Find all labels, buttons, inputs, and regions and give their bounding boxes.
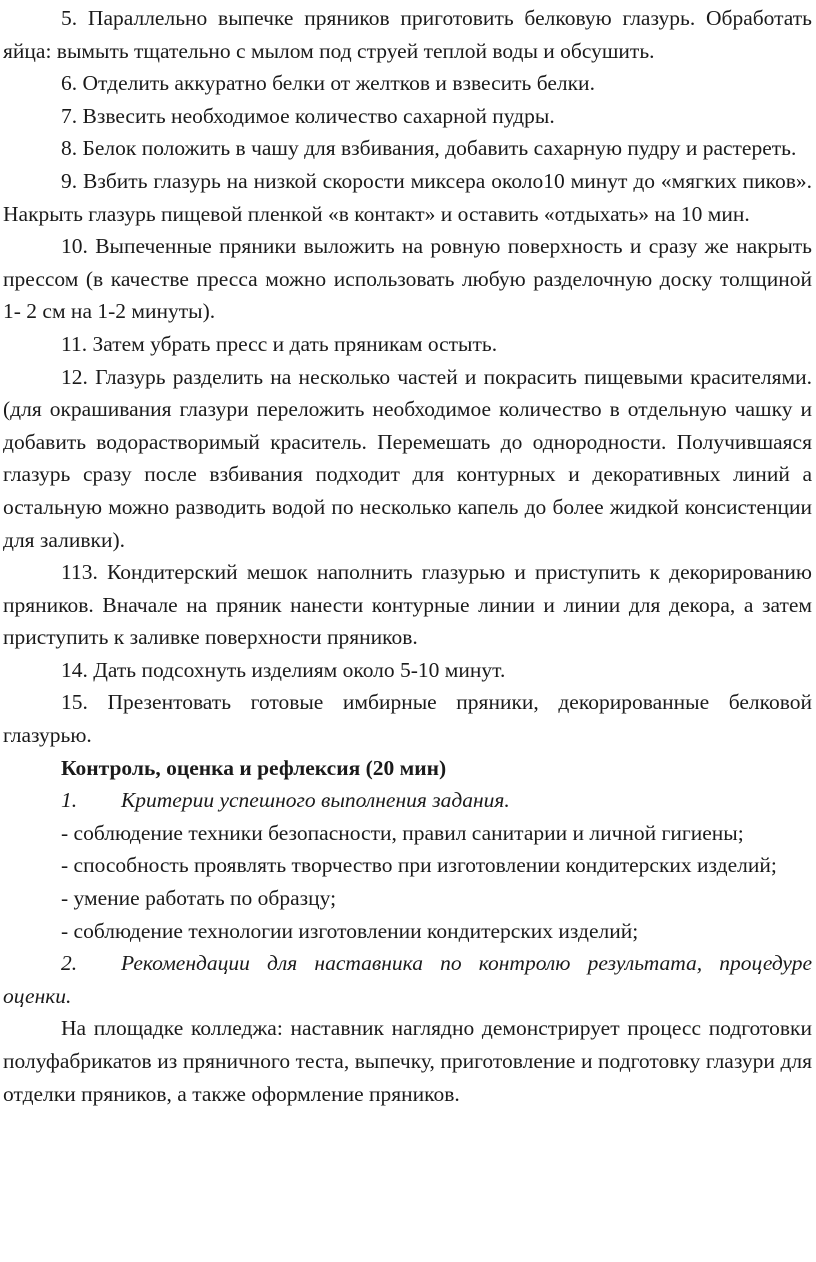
- step-7: 7. Взвесить необходимое количество сахарной пудры.: [61, 103, 555, 128]
- step-10: 10. Выпеченные пряники выложить на ровную поверхность и сразу же накрыть прессом (в качестве пресса можно использовать любую разделочную доску толщиной 1- 2 см на 1-2 минуты).: [3, 234, 812, 324]
- criteria-item-sample: - умение работать по образцу;: [61, 886, 337, 911]
- criteria-item-creativity: - способность проявлять творчество при изготовлении кондитерских изделий;: [61, 853, 777, 878]
- closing-paragraph: На площадке колледжа: наставник наглядно демонстрирует процесс подготовки полуфабрикатов из пряничного теста, выпечку, приготовление и подготовку глазури для отделки пряников, а также оформление пряников.: [3, 1016, 812, 1106]
- step-12: 12. Глазурь разделить на несколько частей и покрасить пищевыми красителями. (для окрашивания глазури переложить необходимое количество в отдельную чашку и добавить водорастворимый краситель. Перемешать до однородности. Получившаяся глазурь сразу после взбивания подходит для контурных и декоративных линий а остальную можно разводить водой по несколько капель до более жидкой консистенции для заливки).: [3, 364, 812, 552]
- step-15: 15. Презентовать готовые имбирные пряники, декорированные белковой глазурью.: [3, 690, 812, 748]
- step-6: 6. Отделить аккуратно белки от желтков и взвесить белки.: [61, 71, 595, 96]
- criteria-item-safety: - соблюдение техники безопасности, правил санитарии и личной гигиены;: [61, 820, 744, 845]
- step-8: 8. Белок положить в чашу для взбивания, добавить сахарную пудру и растереть.: [61, 136, 797, 161]
- step-13: 113. Кондитерский мешок наполнить глазурью и приступить к декорированию пряников. Вначале на пряник нанести контурные линии и линии для декора, а затем приступить к заливке поверхности пряников.: [3, 560, 812, 650]
- criteria-heading: [3, 784, 812, 817]
- criteria-title: Критерии успешного выполнения задания.: [121, 788, 510, 813]
- recommendations-number: 2.: [61, 951, 78, 976]
- step-14: 14. Дать подсохнуть изделиям около 5-10 минут.: [61, 657, 506, 682]
- step-9: 9. Взбить глазурь на низкой скорости миксера около10 минут до «мягких пиков». Накрыть глазурь пищевой пленкой «в контакт» и оставить «отдыхать» на 10 мин.: [3, 168, 812, 226]
- recommendations-heading: [3, 947, 812, 1012]
- criteria-number: 1.: [61, 788, 78, 813]
- recommendations-title: Рекомендации для наставника по контролю результата, процедуре оценки.: [3, 951, 812, 1008]
- control-heading: Контроль, оценка и рефлексия (20 мин): [61, 755, 447, 780]
- criteria-item-technology: - соблюдение технологии изготовлении кондитерских изделий;: [61, 918, 639, 943]
- step-5: 5. Параллельно выпечке пряников приготовить белковую глазурь. Обработать яйца: вымыть тщательно с мылом под струей теплой воды и обсушить.: [3, 6, 812, 63]
- step-11: 11. Затем убрать пресс и дать пряникам остыть.: [61, 331, 498, 356]
